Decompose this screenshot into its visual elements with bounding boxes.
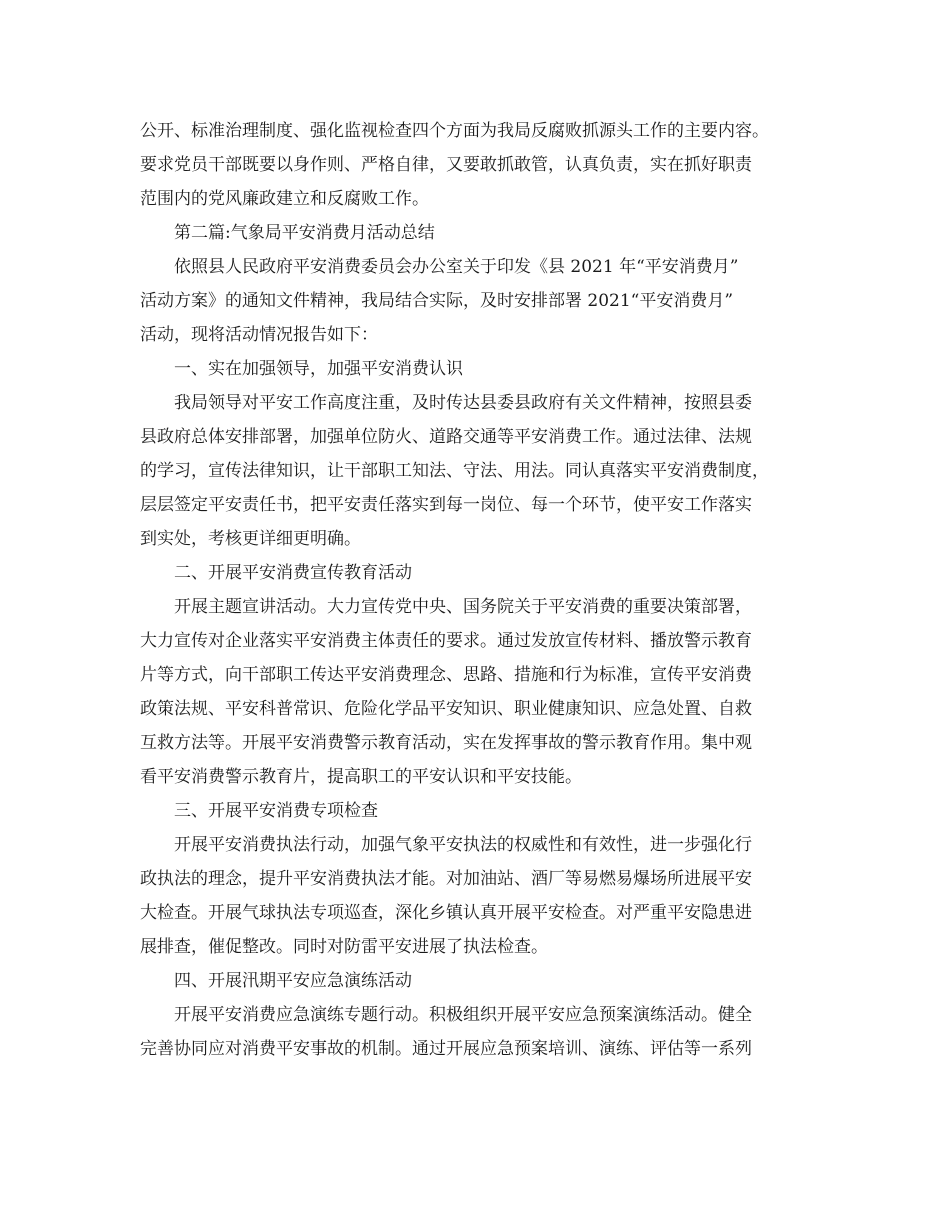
- paragraph-line-indented: 开展主题宣讲活动。大力宣传党中央、国务院关于平安消费的重要决策部署，: [174, 597, 752, 617]
- paragraph-line-indented: 三、开展平安消费专项检查: [174, 801, 378, 821]
- paragraph-line-indented: 开展平安消费执法行动，加强气象平安执法的权威性和有效性，进一步强化行: [174, 835, 752, 855]
- paragraph-line-indented: 第二篇:气象局平安消费月活动总结: [174, 223, 435, 243]
- paragraph-line: 层层签定平安责任书，把平安责任落实到每一岗位、每一个环节，使平安工作落实: [140, 495, 752, 515]
- paragraph-line-indented: 四、开展汛期平安应急演练活动: [174, 971, 412, 991]
- paragraph-line: 活动，现将活动情况报告如下：: [140, 325, 378, 345]
- paragraph-line: 政策法规、平安科普常识、危险化学品平安知识、职业健康知识、应急处置、自救: [140, 699, 752, 719]
- paragraph-line: 范围内的党风廉政建立和反腐败工作。: [140, 189, 429, 209]
- paragraph-line-indented: 我局领导对平安工作高度注重，及时传达县委县政府有关文件精神，按照县委: [174, 393, 752, 413]
- paragraph-line: 的学习，宣传法律知识，让干部职工知法、守法、用法。同认真落实平安消费制度，: [140, 461, 769, 481]
- paragraph-line: 要求党员干部既要以身作则、严格自律，又要敢抓敢管，认真负责，实在抓好职责: [140, 155, 752, 175]
- paragraph-line: 县政府总体安排部署，加强单位防火、道路交通等平安消费工作。通过法律、法规: [140, 427, 752, 447]
- paragraph-line-indented: 一、实在加强领导，加强平安消费认识: [174, 359, 463, 379]
- paragraph-line: 公开、标准治理制度、强化监视检查四个方面为我局反腐败抓源头工作的主要内容。: [140, 121, 769, 141]
- paragraph-line-indented: 依照县人民政府平安消费委员会办公室关于印发《县 2021 年“平安消费月”: [174, 257, 739, 277]
- paragraph-line: 政执法的理念，提升平安消费执法才能。对加油站、酒厂等易燃易爆场所进展平安: [140, 869, 752, 889]
- paragraph-line-indented: 二、开展平安消费宣传教育活动: [174, 563, 412, 583]
- paragraph-line: 大检查。开展气球执法专项巡查，深化乡镇认真开展平安检查。对严重平安隐患进: [140, 903, 752, 923]
- paragraph-line: 活动方案》的通知文件精神，我局结合实际，及时安排部署 2021“平安消费月”: [140, 291, 734, 311]
- paragraph-line: 片等方式，向干部职工传达平安消费理念、思路、措施和行为标准，宣传平安消费: [140, 665, 752, 685]
- paragraph-line: 到实处，考核更详细更明确。: [140, 529, 361, 549]
- paragraph-line-indented: 开展平安消费应急演练专题行动。积极组织开展平安应急预案演练活动。健全: [174, 1005, 752, 1025]
- paragraph-line: 大力宣传对企业落实平安消费主体责任的要求。通过发放宣传材料、播放警示教育: [140, 631, 752, 651]
- paragraph-line: 完善协同应对消费平安事故的机制。通过开展应急预案培训、演练、评估等一系列: [140, 1039, 752, 1059]
- document-body: [140, 114, 820, 1066]
- paragraph-line: 看平安消费警示教育片，提高职工的平安认识和平安技能。: [140, 767, 582, 787]
- paragraph-line: 互救方法等。开展平安消费警示教育活动，实在发挥事故的警示教育作用。集中观: [140, 733, 752, 753]
- paragraph-line: 展排查，催促整改。同时对防雷平安进展了执法检查。: [140, 937, 548, 957]
